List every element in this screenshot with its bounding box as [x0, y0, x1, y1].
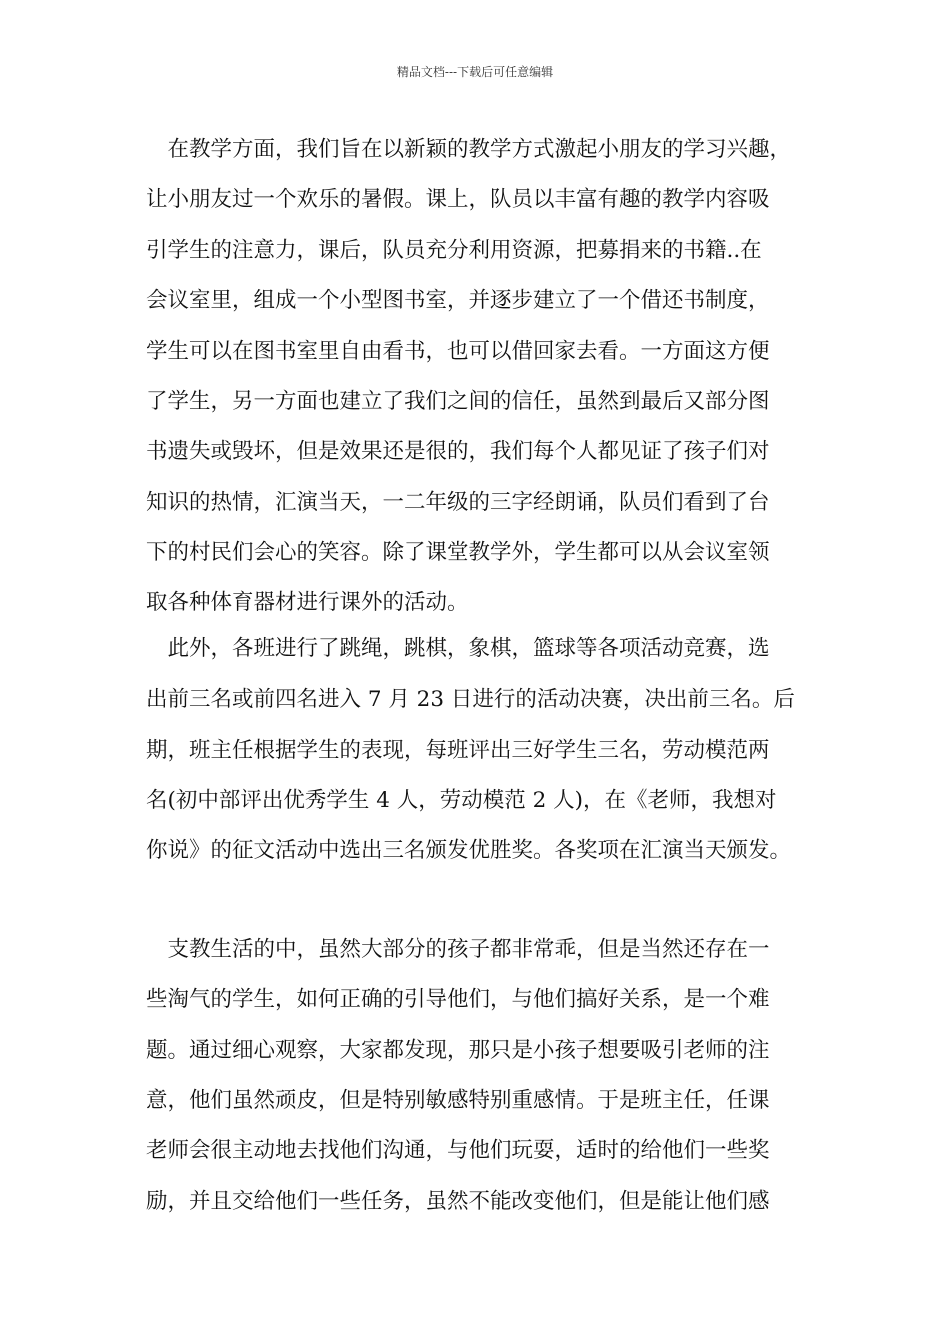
paragraph-line: 支教生活的中，虽然大部分的孩子都非常乖，但是当然还存在一	[146, 937, 770, 962]
paragraph-line: 老师会很主动地去找他们沟通，与他们玩耍，适时的给他们一些奖	[146, 1138, 770, 1163]
paragraph-line: 此外，各班进行了跳绳，跳棋，象棋，篮球等各项活动竞赛，选	[146, 636, 770, 661]
paragraph-line: 些淘气的学生，如何正确的引导他们，与他们搞好关系，是一个难	[146, 987, 770, 1012]
paragraph-line: 会议室里，组成一个小型图书室，并逐步建立了一个借还书制度，	[146, 288, 770, 313]
page-header: 精品文档---下载后可任意编辑	[396, 65, 554, 79]
paragraph-line: 书遗失或毁坏，但是效果还是很的，我们每个人都见证了孩子们对	[146, 439, 770, 464]
paragraph-line: 题。通过细心观察，大家都发现，那只是小孩子想要吸引老师的注	[146, 1038, 770, 1063]
paragraph-line: 你说》的征文活动中选出三名颁发优胜奖。各奖项在汇演当天颁发。	[146, 838, 792, 863]
paragraph-line: 出前三名或前四名进入 7 月 23 日进行的活动决赛，决出前三名。后	[146, 687, 795, 712]
paragraph-line: 引学生的注意力，课后，队员充分利用资源，把募捐来的书籍..在	[146, 238, 762, 263]
paragraph-line: 知识的热情，汇演当天，一二年级的三字经朗诵，队员们看到了台	[146, 490, 770, 515]
paragraph-line: 下的村民们会心的笑容。除了课堂教学外，学生都可以从会议室领	[146, 540, 770, 565]
paragraph-line: 意，他们虽然顽皮，但是特别敏感特别重感情。于是班主任，任课	[146, 1088, 770, 1113]
paragraph-line: 励，并且交给他们一些任务，虽然不能改变他们，但是能让他们感	[146, 1189, 770, 1214]
paragraph-line: 学生可以在图书室里自由看书，也可以借回家去看。一方面这方便	[146, 339, 770, 364]
paragraph-line: 在教学方面，我们旨在以新颖的教学方式激起小朋友的学习兴趣，	[146, 137, 792, 162]
paragraph-line: 让小朋友过一个欢乐的暑假。课上，队员以丰富有趣的教学内容吸	[146, 187, 770, 212]
paragraph-line: 名(初中部评出优秀学生 4 人，劳动模范 2 人)，在《老师，我想对	[146, 788, 777, 813]
paragraph-line: 期，班主任根据学生的表现，每班评出三好学生三名，劳动模范两	[146, 738, 770, 763]
paragraph-line: 了学生，另一方面也建立了我们之间的信任，虽然到最后又部分图	[146, 389, 770, 414]
paragraph-line: 取各种体育器材进行课外的活动。	[146, 590, 469, 615]
